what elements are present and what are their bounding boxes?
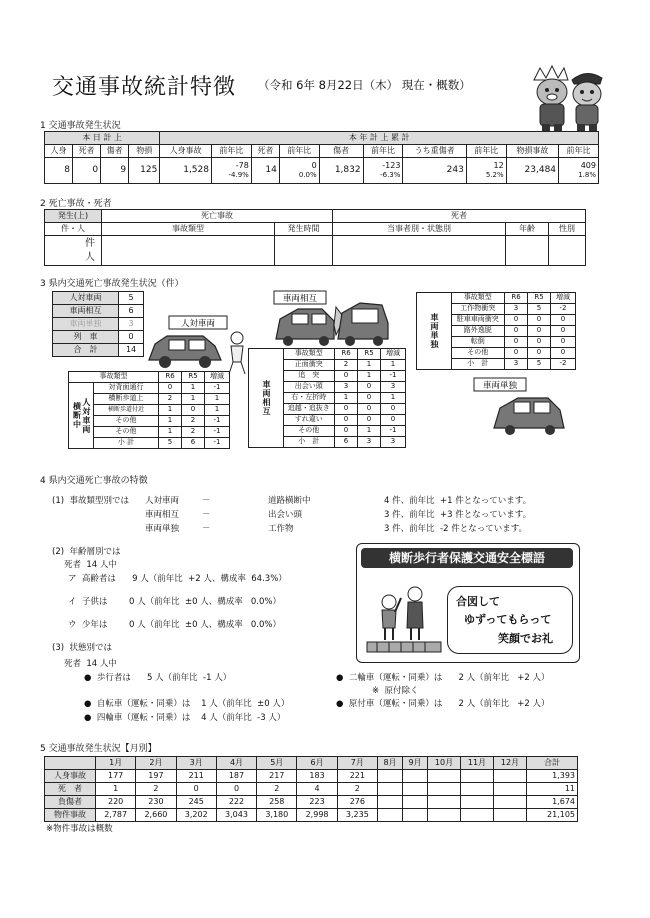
mascot-illustration	[520, 62, 610, 137]
mascot-left-icon	[534, 66, 568, 134]
table-row: 横断歩道付近 1 0 1	[69, 405, 230, 416]
table-row: 追 突 0 1 -1	[249, 371, 406, 382]
table-row: 物件事故 2,787 2,660 3,202 3,043 3,180 2,998 3,235 21,105	[45, 809, 578, 822]
slogan-line-1: 合図して	[456, 595, 500, 608]
table-row: 駐車車両衝突 0 0 0	[417, 315, 576, 326]
p3-bicycle: ● 自転車（運転・同乗）は 1 人（前年比 ±0 人）	[84, 699, 290, 709]
mascot-right-icon	[572, 73, 602, 134]
children-crossing-illustration	[365, 584, 443, 658]
section1-heading: 1 交通事故発生状況	[40, 121, 121, 131]
veh-vehicle-caption: 車両相互	[282, 294, 318, 304]
month-header-row: 1月 2月 3月 4月 5月 6月 7月 8月 9月 10月 11月 12月 合計	[45, 757, 578, 770]
table-row: 工作物衝突 3 5 -2	[417, 304, 576, 315]
ped-vehicle-caption: 人対車両	[180, 319, 216, 329]
pedestrian-vehicle-table: 事故類型 R6 R5 増減 横断中 人対車両 対背面通行 0 1 -1 横断歩道上 2 1 1 横断歩道付近 1 0 1 その他 1 2 -1 その他 1 2 -1 小 計 5 6 -1	[68, 371, 230, 449]
slogan-bubble	[447, 586, 573, 654]
single-vehicle-illustration	[464, 376, 574, 436]
table-row: 右・左折時 1 0 1	[249, 393, 406, 404]
p2-row-children: イ 子供は 0 人（前年比 ±0 人、構成率 0.0%）	[68, 597, 281, 607]
table-row: その他 1 2 -1	[69, 416, 230, 427]
fatal-accident-table: 発生(上) 死亡事故 死者 件・人 事故類型 発生時間 当事者別・状態別 年齢 性別 件 人	[44, 209, 586, 266]
table-row: その他 0 1 -1	[249, 426, 406, 437]
table-row: 正面衝突 2 1 1	[249, 360, 406, 371]
monthly-note: ※物件事故は概数	[46, 824, 113, 834]
p3-note: ※ 原付除く	[372, 686, 419, 696]
table-row: 負傷者 220 230 245 222 258 223 276 1,674	[45, 796, 578, 809]
p3-motorcycle: ● 二輪車（運転・同乗）は 2 人（前年比 +2 人）	[336, 673, 550, 683]
summary-header-row: 人身 死者 傷者 物損 人身事故 前年比 死者 前年比 傷者 前年比 うち重傷者 前年比 物損事故 前年比	[45, 145, 599, 158]
monthly-table	[44, 756, 578, 822]
p2-row-youth: ウ 少年は 0 人（前年比 ±0 人、構成率 0.0%）	[68, 620, 281, 630]
table-row: 追越・追抜き 0 0 0	[249, 404, 406, 415]
vehicle-vehicle-table: 車両相互 事故類型 R6 R5 増減 正面衝突 2 1 1 追 突 0 1 -1 出会い頭 3 0 3 右・左折時 1 0 1 追越・追抜き 0 0 0 すれ違い 0 0 0 その他 0 1 -1 小 計 6 3 3	[248, 348, 406, 448]
section5-heading: 5 交通事故発生状況【月別】	[40, 744, 157, 754]
single-vehicle-table: 車両単独 事故類型 R6 R5 増減 工作物衝突 3 5 -2 駐車車両衝突 0 0 0 路外逸脱 0 0 0 転倒 0 0 0 その他 0 0 0 小 計 3 5 -2	[416, 292, 576, 370]
table-row: 小 計 5 6 -1	[69, 438, 230, 449]
p3-total: 死者 14 人中	[64, 659, 117, 669]
accident-summary-table	[44, 131, 599, 184]
table-row: 小 計 6 3 3	[249, 437, 406, 448]
p3-intro: (3) 状態別では	[52, 643, 112, 653]
slogan-title: 横断歩行者保護交通安全標語	[361, 548, 573, 568]
fatal-summary-table: 人対車両 5 車両相互 6 車両単独 3 列 車 0 合 計 14	[52, 291, 144, 357]
table-row: すれ違い 0 0 0	[249, 415, 406, 426]
page-title: 交通事故統計特徴	[52, 75, 237, 100]
summary-value-row: 8 0 9 125 1,528 -78 -4.9% 14 0 0.0% 1,832 -123 -6.3% 243 12 5.2% 23,484 409 1.8%	[45, 158, 599, 184]
p3-pedestrian: ● 歩行者は 5 人（前年比 -1 人）	[84, 673, 232, 683]
p2-row-elderly: ア 高齢者は 9 人（前年比 +2 人、構成率 64.3%）	[68, 574, 287, 584]
table-row: 人身事故 177 197 211 187 217 183 221 1,393	[45, 770, 578, 783]
pedestrian-car-illustration	[145, 312, 257, 378]
section2-heading: 2 死亡事故・死者	[40, 199, 112, 209]
p3-moped: ● 原付車（運転・同乗）は 2 人（前年比 +2 人）	[336, 699, 550, 709]
slogan-line-3: 笑顔でお礼	[498, 632, 553, 645]
table-row: 路外逸脱 0 0 0	[417, 326, 576, 337]
slogan-box	[356, 543, 580, 663]
table-row: 死 者 1 2 0 0 2 4 2 11	[45, 783, 578, 796]
table-row: その他 0 0 0	[417, 348, 576, 359]
p2-total: 死者 14 人中	[64, 560, 117, 570]
p3-fourwheel: ● 四輪車（運転・同乗）は 4 人（前年比 -3 人）	[84, 713, 286, 723]
table-row: 転倒 0 0 0	[417, 337, 576, 348]
table-row: 出会い頭 3 0 3	[249, 382, 406, 393]
section4-heading: 4 県内交通死亡事故の特徴	[40, 476, 148, 486]
report-date: （令和 6年 8月22日（木） 現在・概数）	[258, 78, 471, 92]
table-row: 横断中 人対車両 対背面通行 0 1 -1	[69, 383, 230, 394]
single-vehicle-caption: 車両単独	[482, 381, 518, 391]
daily-label: 本 日 計 上	[45, 132, 160, 145]
vehicle-collision-illustration	[272, 289, 392, 349]
slogan-line-2: ゆずってもらって	[464, 613, 552, 626]
p2-intro: (2) 年齢層別では	[52, 547, 121, 557]
table-row: 横断歩道上 2 1 1	[69, 394, 230, 405]
section3-heading: 3 県内交通死亡事故発生状況（件）	[40, 279, 184, 289]
table-row: その他 1 2 -1	[69, 427, 230, 438]
p1-intro: (1) 事故類型別では	[52, 496, 129, 506]
table-row: 小 計 3 5 -2	[417, 359, 576, 370]
cumulative-label: 本 年 計 上 累 計	[160, 132, 599, 145]
